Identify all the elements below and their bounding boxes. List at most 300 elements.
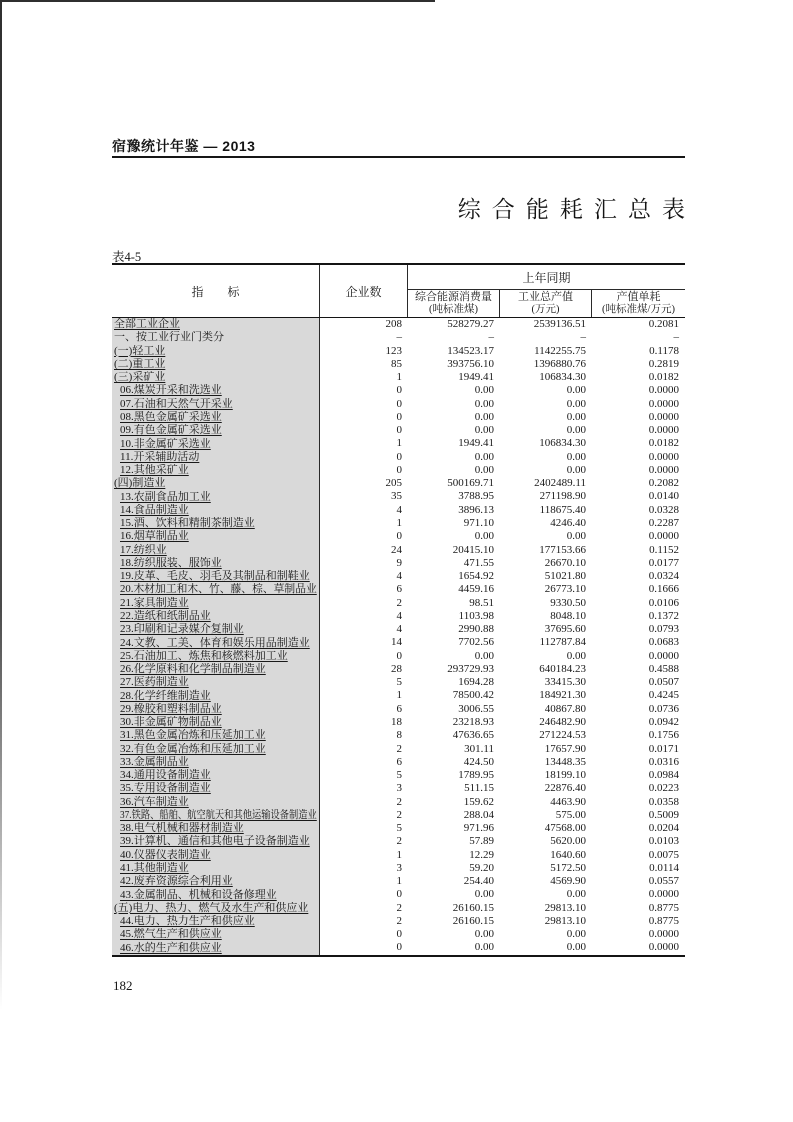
row-value-cell: 0.1178 (649, 344, 679, 357)
row-value-cell: 1949.41 (458, 437, 494, 450)
column-header-unit-consumption: 产值单耗 (吨标准煤/万元) (602, 291, 675, 315)
table-row (112, 928, 685, 941)
row-value-cell: 5620.00 (550, 835, 586, 848)
column-header-indicator: 指 标 (112, 265, 320, 317)
row-label: 29.橡胶和塑料制品业 (120, 702, 222, 715)
row-label-cell (112, 822, 320, 835)
row-value-cell: 0.00 (474, 649, 494, 662)
row-label-cell (112, 941, 320, 954)
row-value-cell: 0.0000 (648, 397, 679, 410)
row-value-cell: 0.0103 (648, 835, 679, 848)
table-row (112, 902, 685, 915)
row-value-cell: 4463.90 (550, 795, 586, 808)
scan-edge-artifact-left (0, 0, 2, 1010)
row-value-cell: 205 (385, 477, 402, 490)
row-value-cell: 0.00 (566, 463, 586, 476)
row-value-cell: 2 (396, 901, 402, 914)
row-value-cell: 0.0106 (648, 596, 679, 609)
row-value-cell: 0.2819 (648, 357, 679, 370)
row-label-cell (112, 915, 320, 928)
row-label-cell (112, 358, 320, 371)
row-value-cell: 112787.84 (539, 636, 586, 649)
table-row (112, 888, 685, 901)
row-label-cell (112, 902, 320, 915)
row-value-cell: 4 (396, 570, 402, 583)
row-label: 11.开采辅助活动 (120, 450, 200, 463)
row-value-cell: 1396880.76 (533, 357, 586, 370)
table-row (112, 915, 685, 928)
row-value-cell: 1 (396, 437, 402, 450)
row-label-cell (112, 888, 320, 901)
row-value-cell: 0.00 (474, 928, 494, 941)
table-row (112, 345, 685, 358)
row-label: 39.计算机、通信和其他电子设备制造业 (120, 835, 310, 848)
row-value-cell: 1654.92 (458, 570, 494, 583)
row-label-cell (112, 782, 320, 795)
row-value-cell: 0.0000 (648, 928, 679, 941)
row-value-cell: 301.11 (464, 742, 494, 755)
row-label-cell (112, 384, 320, 397)
row-value-cell: 4459.16 (458, 583, 494, 596)
row-value-cell: 134523.17 (447, 344, 494, 357)
row-value-cell: 106834.30 (539, 437, 586, 450)
row-value-cell: 575.00 (555, 808, 586, 821)
row-value-cell: 424.50 (463, 755, 494, 768)
table-row (112, 849, 685, 862)
row-value-cell: 5 (396, 676, 402, 689)
row-value-cell: 0 (396, 530, 402, 543)
row-value-cell: 0.0000 (648, 649, 679, 662)
row-value-cell: 59.20 (469, 861, 494, 874)
row-value-cell: 1 (396, 689, 402, 702)
row-value-cell: 0.0140 (648, 490, 679, 503)
row-value-cell: 2 (396, 914, 402, 927)
row-label: 14.食品制造业 (120, 503, 189, 516)
row-value-cell: 47636.65 (452, 729, 494, 742)
row-value-cell: 0.0328 (648, 503, 679, 516)
row-value-cell: 0.0000 (648, 450, 679, 463)
row-value-cell: 0.00 (474, 424, 494, 437)
row-value-cell: 2 (396, 596, 402, 609)
row-value-cell: 9330.50 (550, 596, 586, 609)
row-value-cell: 288.04 (463, 808, 494, 821)
row-label: 26.化学原料和化学制品制造业 (120, 663, 266, 676)
row-label: 36.汽车制造业 (120, 795, 189, 808)
table-row (112, 477, 685, 490)
row-value-cell: 29813.10 (544, 914, 586, 927)
row-label-cell (112, 809, 320, 822)
row-value-cell: 0.1372 (648, 609, 679, 622)
row-value-cell: 0 (396, 888, 402, 901)
row-value-cell: 0.0358 (648, 795, 679, 808)
row-value-cell: 0.00 (566, 410, 586, 423)
row-value-cell: 0.0075 (648, 848, 679, 861)
table-row (112, 862, 685, 875)
energy-consumption-table (112, 263, 685, 957)
row-label-cell (112, 464, 320, 477)
row-value-cell: 18199.10 (544, 769, 586, 782)
row-label-cell (112, 490, 320, 503)
row-label-cell (112, 796, 320, 809)
row-value-cell: 184921.30 (539, 689, 586, 702)
table-row (112, 835, 685, 848)
table-row (112, 729, 685, 742)
row-label: 42.废弃资源综合利用业 (120, 875, 233, 888)
row-label: 24.文教、工美、体育和娱乐用品制造业 (120, 636, 310, 649)
table-row (112, 358, 685, 371)
row-value-cell: 0 (396, 397, 402, 410)
table-row (112, 703, 685, 716)
row-value-cell: 118675.40 (539, 503, 586, 516)
row-value-cell: 6 (396, 755, 402, 768)
table-row (112, 451, 685, 464)
row-value-cell: 159.62 (463, 795, 494, 808)
row-value-cell: 1142255.75 (534, 344, 586, 357)
row-label-cell (112, 703, 320, 716)
row-value-cell: 0.0000 (648, 384, 679, 397)
row-value-cell: 640184.23 (539, 662, 586, 675)
row-value-cell: 35 (391, 490, 402, 503)
row-value-cell: 9 (396, 556, 402, 569)
row-value-cell: – (673, 331, 679, 344)
row-value-cell: 2 (396, 742, 402, 755)
row-value-cell: 26773.10 (544, 583, 586, 596)
table-row (112, 530, 685, 543)
row-label-cell (112, 875, 320, 888)
table-row (112, 822, 685, 835)
table-header (112, 263, 685, 318)
row-label-cell (112, 557, 320, 570)
table-row (112, 796, 685, 809)
row-value-cell: 1 (396, 848, 402, 861)
row-label-cell (112, 504, 320, 517)
row-value-cell: 393756.10 (447, 357, 494, 370)
row-value-cell: 0.0000 (648, 424, 679, 437)
row-value-cell: 1949.41 (458, 371, 494, 384)
row-label-cell (112, 610, 320, 623)
row-value-cell: 0.1152 (649, 543, 679, 556)
row-label: (三)采矿业 (114, 371, 166, 384)
table-row (112, 464, 685, 477)
row-label: 43.金属制品、机械和设备修理业 (120, 888, 277, 901)
row-value-cell: 13448.35 (544, 755, 586, 768)
row-value-cell: 0.00 (474, 410, 494, 423)
row-label-cell (112, 650, 320, 663)
row-label: 31.黑色金属冶炼和压延加工业 (120, 729, 266, 742)
row-value-cell: 51021.80 (544, 570, 586, 583)
table-row (112, 557, 685, 570)
row-label-cell (112, 451, 320, 464)
row-value-cell: – (580, 331, 586, 344)
row-value-cell: 1 (396, 516, 402, 529)
row-label: 30.非金属矿物制品业 (120, 716, 222, 729)
row-label: 45.燃气生产和供应业 (120, 928, 222, 941)
row-value-cell: 0.00 (566, 888, 586, 901)
row-value-cell: 2 (396, 808, 402, 821)
column-header-gross-output: 工业总产值 (万元) (500, 290, 592, 317)
row-value-cell: 0.2081 (648, 318, 679, 330)
table-row (112, 809, 685, 822)
row-label: 13.农副食品加工业 (120, 490, 211, 503)
row-value-cell: 2539136.51 (533, 318, 586, 330)
row-value-cell: 4 (396, 503, 402, 516)
row-value-cell: 26160.15 (452, 901, 494, 914)
row-value-cell: 0.00 (566, 530, 586, 543)
row-value-cell: 971.10 (463, 516, 494, 529)
table-row (112, 331, 685, 344)
table-row (112, 318, 685, 331)
row-label: 15.酒、饮料和精制茶制造业 (120, 517, 255, 530)
table-row (112, 437, 685, 450)
row-value-cell: 0.00 (566, 941, 586, 954)
table-row (112, 941, 685, 954)
row-value-cell: 1 (396, 371, 402, 384)
row-value-cell: 33415.30 (544, 676, 586, 689)
row-label: 19.皮革、毛皮、羽毛及其制品和制鞋业 (120, 570, 310, 583)
row-value-cell: 28 (391, 662, 402, 675)
row-value-cell: 293729.93 (447, 662, 494, 675)
row-value-cell: 511.15 (464, 782, 494, 795)
row-value-cell: 14 (391, 636, 402, 649)
row-value-cell: 2 (396, 795, 402, 808)
row-value-cell: 0.00 (566, 424, 586, 437)
row-value-cell: 0.1666 (648, 583, 679, 596)
row-value-cell: 471.55 (463, 556, 494, 569)
row-value-cell: 0.0324 (648, 570, 679, 583)
row-value-cell: 528279.27 (447, 318, 494, 330)
row-label: 35.专用设备制造业 (120, 782, 211, 795)
row-value-cell: 7702.56 (458, 636, 494, 649)
row-value-cell: 2402489.11 (534, 477, 586, 490)
group-sub-columns (408, 290, 685, 317)
row-value-cell: 57.89 (469, 835, 494, 848)
table-row (112, 875, 685, 888)
row-label: 37.铁路、船舶、航空航天和其他运输设备制造业 (120, 808, 317, 821)
row-label: 一、按工业行业门类分 (114, 331, 224, 344)
table-number-label: 表4-5 (112, 250, 142, 264)
row-value-cell: 971.96 (463, 822, 494, 835)
row-label-cell (112, 862, 320, 875)
row-label: 06.煤炭开采和洗选业 (120, 384, 222, 397)
row-value-cell: 12.29 (469, 848, 494, 861)
row-value-cell: 271224.53 (539, 729, 586, 742)
row-value-cell: 177153.66 (539, 543, 586, 556)
row-value-cell: 0.8775 (648, 914, 679, 927)
row-value-cell: 0.2082 (648, 477, 679, 490)
row-value-cell: 1694.28 (458, 676, 494, 689)
row-value-cell: 0.00 (566, 928, 586, 941)
row-label-cell (112, 424, 320, 437)
row-label: 12.其他采矿业 (120, 464, 189, 477)
table-row (112, 743, 685, 756)
row-value-cell: 0 (396, 410, 402, 423)
row-label-cell (112, 835, 320, 848)
page-number: 182 (113, 978, 133, 993)
row-value-cell: 18 (391, 715, 402, 728)
table-row (112, 636, 685, 649)
row-label: 46.水的生产和供应业 (120, 941, 222, 954)
row-label-cell (112, 663, 320, 676)
row-value-cell: 0.00 (474, 384, 494, 397)
table-row (112, 716, 685, 729)
table-row (112, 610, 685, 623)
row-label-cell (112, 729, 320, 742)
row-value-cell: 0.00 (566, 649, 586, 662)
row-value-cell: 0.0000 (648, 463, 679, 476)
row-value-cell: 106834.30 (539, 371, 586, 384)
table-row (112, 756, 685, 769)
row-value-cell: 0.0507 (648, 676, 679, 689)
table-body (112, 318, 685, 957)
table-row (112, 384, 685, 397)
row-value-cell: 0.0204 (648, 822, 679, 835)
row-label-cell (112, 331, 320, 344)
row-value-cell: 0.00 (474, 941, 494, 954)
row-label-cell (112, 437, 320, 450)
row-value-cell: 3788.95 (458, 490, 494, 503)
row-value-cell: 0.0171 (648, 742, 679, 755)
row-value-cell: 3006.55 (458, 702, 494, 715)
row-value-cell: 0 (396, 424, 402, 437)
row-value-cell: 29813.10 (544, 901, 586, 914)
row-value-cell: 0.2287 (648, 516, 679, 529)
row-label: 07.石油和天然气开采业 (120, 397, 233, 410)
row-value-cell: 23218.93 (452, 715, 494, 728)
table-row (112, 623, 685, 636)
row-value-cell: 0.00 (474, 397, 494, 410)
row-value-cell: 0.00 (566, 450, 586, 463)
row-label: 40.仪器仪表制造业 (120, 848, 211, 861)
row-value-cell: 22876.40 (544, 782, 586, 795)
row-value-cell: 0.0182 (648, 437, 679, 450)
column-group-previous-year (408, 265, 685, 317)
row-value-cell: 3896.13 (458, 503, 494, 516)
row-value-cell: 20415.10 (452, 543, 494, 556)
row-value-cell: 85 (391, 357, 402, 370)
row-value-cell: 0.00 (474, 530, 494, 543)
row-value-cell: 0.0683 (648, 636, 679, 649)
row-value-cell: 0.0793 (648, 623, 679, 636)
row-label-cell (112, 716, 320, 729)
row-value-cell: 1 (396, 875, 402, 888)
row-value-cell: 123 (385, 344, 402, 357)
row-label-cell (112, 743, 320, 756)
row-label: 20.木材加工和木、竹、藤、棕、草制品业 (120, 583, 317, 596)
row-value-cell: 254.40 (463, 875, 494, 888)
row-label-cell (112, 517, 320, 530)
row-value-cell: 0.5009 (648, 808, 679, 821)
table-row (112, 504, 685, 517)
row-value-cell: 0.0182 (648, 371, 679, 384)
table-row (112, 689, 685, 702)
row-value-cell: 2990.88 (458, 623, 494, 636)
row-value-cell: 0.0000 (648, 410, 679, 423)
row-label: 09.有色金属矿采选业 (120, 424, 222, 437)
row-value-cell: 0.0114 (649, 861, 679, 874)
table-row (112, 517, 685, 530)
row-label: 38.电气机械和器材制造业 (120, 822, 244, 835)
row-value-cell: 0 (396, 649, 402, 662)
row-value-cell: 1640.60 (550, 848, 586, 861)
row-value-cell: 246482.90 (539, 715, 586, 728)
row-value-cell: 0.0316 (648, 755, 679, 768)
row-value-cell: 5 (396, 769, 402, 782)
row-label-cell (112, 477, 320, 490)
row-label-cell (112, 318, 320, 331)
row-value-cell: 0.4588 (648, 662, 679, 675)
row-value-cell: 6 (396, 702, 402, 715)
row-value-cell: 0 (396, 384, 402, 397)
row-value-cell: 0.00 (566, 384, 586, 397)
row-value-cell: 4 (396, 609, 402, 622)
row-value-cell: 4246.40 (550, 516, 586, 529)
row-label: (二)重工业 (114, 357, 166, 370)
row-value-cell: 0.0557 (648, 875, 679, 888)
page-title: 综合能耗汇总表 (457, 197, 697, 222)
row-label-cell (112, 676, 320, 689)
row-label: 10.非金属矿采选业 (120, 437, 211, 450)
row-value-cell: 0.0942 (648, 715, 679, 728)
header-rule (112, 156, 685, 158)
row-label-cell (112, 411, 320, 424)
row-value-cell: 37695.60 (544, 623, 586, 636)
table-row (112, 490, 685, 503)
row-value-cell: 8 (396, 729, 402, 742)
table-row (112, 583, 685, 596)
table-row (112, 570, 685, 583)
row-value-cell: 1103.98 (458, 609, 494, 622)
row-value-cell: 3 (396, 782, 402, 795)
row-label-cell (112, 570, 320, 583)
row-label-cell (112, 756, 320, 769)
row-value-cell: 500169.71 (447, 477, 494, 490)
row-label-cell (112, 928, 320, 941)
row-label: 34.通用设备制造业 (120, 769, 211, 782)
row-label: 25.石油加工、炼焦和核燃料加工业 (120, 649, 288, 662)
row-value-cell: – (396, 331, 402, 344)
row-label-cell (112, 597, 320, 610)
row-value-cell: 17657.90 (544, 742, 586, 755)
row-value-cell: 0.00 (474, 450, 494, 463)
column-header-enterprise-count: 企业数 (320, 265, 408, 317)
row-label: 44.电力、热力生产和供应业 (120, 915, 255, 928)
row-value-cell: 0.0000 (648, 888, 679, 901)
row-label: 28.化学纤维制造业 (120, 689, 211, 702)
row-label: 08.黑色金属矿采选业 (120, 410, 222, 423)
table-row (112, 597, 685, 610)
table-row (112, 424, 685, 437)
row-value-cell: 0.1756 (648, 729, 679, 742)
row-value-cell: 47568.00 (544, 822, 586, 835)
row-value-cell: 0 (396, 463, 402, 476)
row-label-cell (112, 689, 320, 702)
row-label-cell (112, 769, 320, 782)
row-value-cell: 0.0984 (648, 769, 679, 782)
row-value-cell: 6 (396, 583, 402, 596)
row-label: (五)电力、热力、燃气及水生产和供应业 (114, 901, 309, 914)
row-value-cell: 0 (396, 928, 402, 941)
row-label-cell (112, 583, 320, 596)
table-row (112, 676, 685, 689)
row-label: 33.金属制品业 (120, 755, 189, 768)
row-value-cell: 0 (396, 450, 402, 463)
row-value-cell: 0.00 (566, 397, 586, 410)
row-label: 全部工业企业 (114, 318, 180, 331)
group-header-label: 上年同期 (408, 265, 685, 290)
row-value-cell: 8048.10 (550, 609, 586, 622)
row-value-cell: 40867.80 (544, 702, 586, 715)
row-label: 41.其他制造业 (120, 862, 189, 875)
